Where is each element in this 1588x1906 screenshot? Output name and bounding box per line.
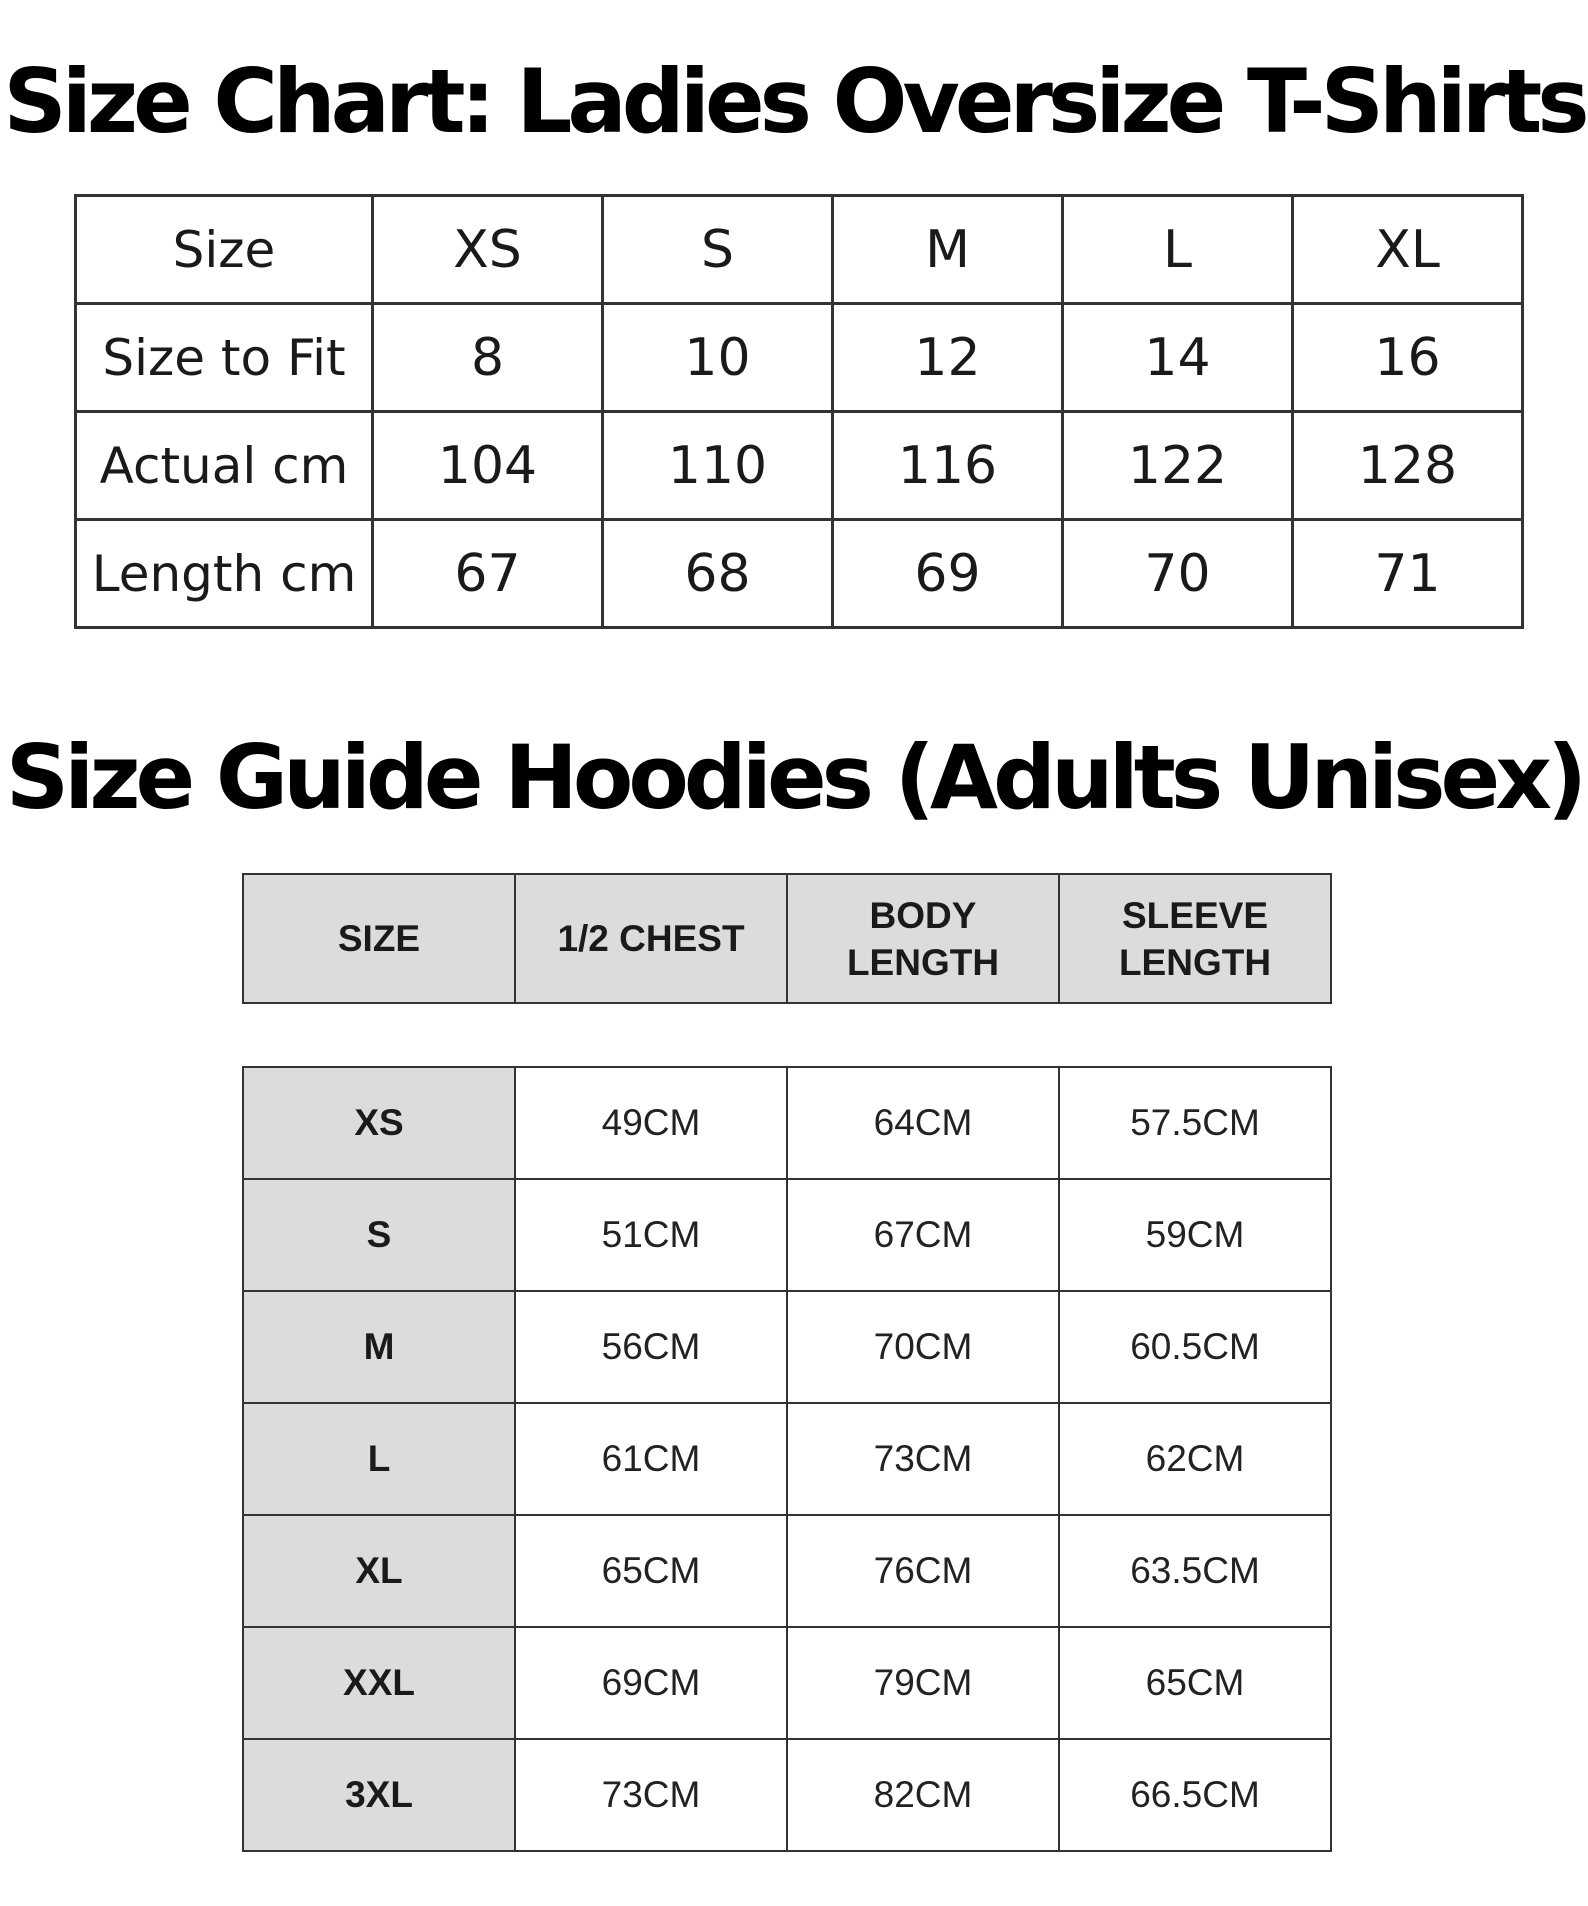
table-cell: 70: [1063, 520, 1293, 628]
table-cell: 128: [1293, 412, 1523, 520]
body-length-cell: 73CM: [787, 1403, 1059, 1515]
chest-cell: 61CM: [515, 1403, 787, 1515]
size-cell: XL: [243, 1515, 515, 1627]
table-cell: 122: [1063, 412, 1293, 520]
table-cell: 69: [833, 520, 1063, 628]
table-row: [243, 1515, 1331, 1627]
size-cell: L: [243, 1403, 515, 1515]
table-cell: 116: [833, 412, 1063, 520]
size-cell: S: [243, 1179, 515, 1291]
table-cell: 14: [1063, 304, 1293, 412]
column-header-size: [243, 874, 515, 1003]
size-cell: M: [243, 1291, 515, 1403]
body-length-cell: 67CM: [787, 1179, 1059, 1291]
size-cell: XXL: [243, 1627, 515, 1739]
table-row: [243, 1627, 1331, 1739]
table-cell: XL: [1293, 196, 1523, 304]
header-line: BODY: [869, 894, 977, 936]
table-cell: 110: [603, 412, 833, 520]
table-cell: XS: [373, 196, 603, 304]
header-line: LENGTH: [1118, 941, 1272, 983]
table-row: [243, 1739, 1331, 1851]
table-row: [243, 1291, 1331, 1403]
sleeve-length-cell: 63.5CM: [1059, 1515, 1331, 1627]
table-header-row: [243, 874, 1331, 1003]
chest-cell: 51CM: [515, 1179, 787, 1291]
body-length-cell: 70CM: [787, 1291, 1059, 1403]
table-row: [76, 196, 1523, 304]
hoodie-header-table: [242, 873, 1332, 1004]
header-line: 1/2 CHEST: [557, 918, 745, 959]
size-cell: XS: [243, 1067, 515, 1179]
table-cell: 67: [373, 520, 603, 628]
header-line: SIZE: [337, 918, 421, 959]
table-row: [243, 1179, 1331, 1291]
table-cell: 12: [833, 304, 1063, 412]
table-cell: 8: [373, 304, 603, 412]
table-cell: S: [603, 196, 833, 304]
table-cell: 68: [603, 520, 833, 628]
hoodie-size-guide-title: Size Guide Hoodies (Adults Unisex): [5, 726, 1583, 829]
table-cell: 71: [1293, 520, 1523, 628]
body-length-cell: 82CM: [787, 1739, 1059, 1851]
table-row: [76, 520, 1523, 628]
row-label: Size: [76, 196, 373, 304]
column-header-chest: [515, 874, 787, 1003]
tshirt-size-table: [74, 194, 1524, 629]
chest-cell: 65CM: [515, 1515, 787, 1627]
row-label: Size to Fit: [76, 304, 373, 412]
table-row: [243, 1067, 1331, 1179]
body-length-cell: 79CM: [787, 1627, 1059, 1739]
sleeve-length-cell: 60.5CM: [1059, 1291, 1331, 1403]
table-cell: 10: [603, 304, 833, 412]
size-cell: 3XL: [243, 1739, 515, 1851]
table-cell: L: [1063, 196, 1293, 304]
header-line: LENGTH: [846, 941, 1000, 983]
sleeve-length-cell: 59CM: [1059, 1179, 1331, 1291]
sleeve-length-cell: 57.5CM: [1059, 1067, 1331, 1179]
sleeve-length-cell: 65CM: [1059, 1627, 1331, 1739]
table-row: [76, 304, 1523, 412]
row-label: Actual cm: [76, 412, 373, 520]
chest-cell: 56CM: [515, 1291, 787, 1403]
hoodie-size-table: [242, 1066, 1332, 1852]
chest-cell: 49CM: [515, 1067, 787, 1179]
chest-cell: 69CM: [515, 1627, 787, 1739]
tshirt-size-chart-title: Size Chart: Ladies Oversize T-Shirts: [3, 50, 1585, 153]
column-header-body-length: [787, 874, 1059, 1003]
body-length-cell: 76CM: [787, 1515, 1059, 1627]
header-line: SLEEVE: [1122, 894, 1268, 936]
table-cell: 104: [373, 412, 603, 520]
body-length-cell: 64CM: [787, 1067, 1059, 1179]
table-cell: M: [833, 196, 1063, 304]
table-row: [76, 412, 1523, 520]
row-label: Length cm: [76, 520, 373, 628]
table-row: [243, 1403, 1331, 1515]
table-cell: 16: [1293, 304, 1523, 412]
column-header-sleeve-length: [1059, 874, 1331, 1003]
sleeve-length-cell: 66.5CM: [1059, 1739, 1331, 1851]
sleeve-length-cell: 62CM: [1059, 1403, 1331, 1515]
chest-cell: 73CM: [515, 1739, 787, 1851]
